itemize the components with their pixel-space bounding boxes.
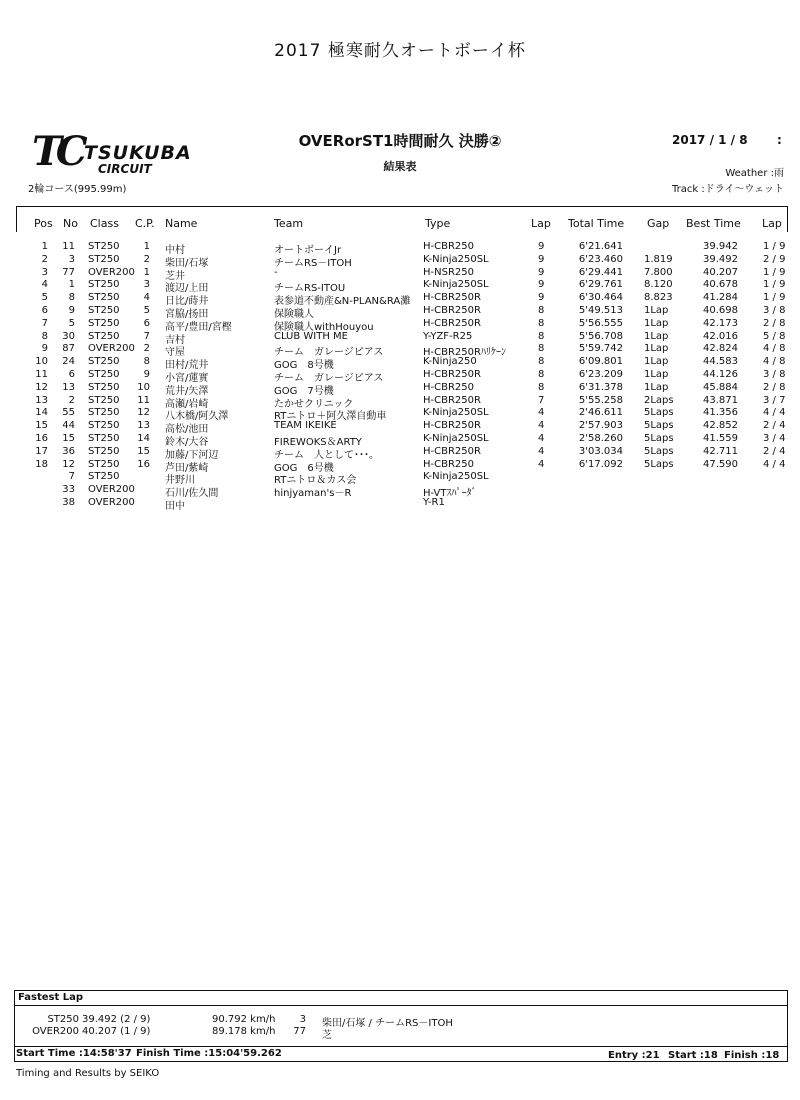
table-row — [0, 369, 800, 384]
cell-total-time: 2'46.611 — [578, 407, 623, 419]
header-best-lap: Lap — [762, 217, 782, 230]
cell-class: OVER200 — [88, 343, 135, 355]
cell-gap: 8.120 — [644, 279, 673, 291]
cell-type: H-CBR250 — [423, 458, 475, 470]
cell-cp: 3 — [143, 279, 150, 291]
cell-total-time: 5'55.258 — [578, 394, 623, 406]
cell-name: 荒井/矢澤 — [165, 385, 209, 397]
start-time: Start Time :14:58'37 — [16, 1048, 132, 1059]
cell-pos: 3 — [41, 266, 48, 278]
cell-class: ST250 — [88, 369, 120, 380]
cell-total-time: 6'29.441 — [578, 266, 623, 278]
cell-type: H-CBR250R — [423, 292, 481, 304]
cell-total-time: 6'23.209 — [578, 369, 623, 380]
cell-best-lap: 2 / 4 — [763, 445, 786, 457]
cell-best-time: 40.678 — [703, 279, 738, 291]
fastest-lap-class: OVER200 — [32, 1026, 79, 1037]
cell-pos: 7 — [41, 317, 48, 329]
cell-no: 7 — [68, 471, 75, 483]
cell-best-lap: 4 / 8 — [763, 356, 786, 368]
cell-type: K-Ninja250 — [423, 356, 477, 368]
cell-gap: 1Lap — [644, 330, 669, 342]
cell-no: 77 — [62, 266, 75, 278]
cell-team: チーム ガレージピアス — [274, 373, 384, 384]
cell-lap: 4 — [538, 420, 545, 432]
cell-name: 井野川 — [165, 475, 195, 487]
cell-total-time: 5'49.513 — [578, 305, 623, 316]
cell-no: 15 — [62, 433, 75, 444]
cell-cp: 5 — [143, 305, 150, 316]
cell-pos: 16 — [35, 433, 48, 444]
race-subtitle: 結果表 — [383, 160, 417, 173]
cell-name: 石川/佐久間 — [165, 488, 219, 500]
cell-pos: 6 — [41, 305, 48, 316]
cell-no: 2 — [68, 394, 75, 406]
cell-name: 高瀬/岩崎 — [165, 398, 209, 410]
cell-gap: 1Lap — [644, 317, 669, 329]
cell-class: ST250 — [88, 317, 120, 329]
fastest-lap-title: Fastest Lap — [18, 992, 83, 1003]
cell-lap: 9 — [538, 292, 545, 304]
cell-no: 5 — [68, 317, 75, 329]
cell-name: 鈴木/大谷 — [165, 437, 209, 448]
table-row — [0, 305, 800, 320]
cell-lap: 9 — [538, 279, 545, 291]
cell-best-time: 42.711 — [703, 445, 738, 457]
cell-no: 11 — [62, 241, 75, 252]
cell-lap: 4 — [538, 458, 545, 470]
cell-total-time: 6'31.378 — [578, 381, 623, 393]
finish-time: Finish Time :15:04'59.262 — [136, 1048, 282, 1059]
fastest-lap-class: ST250 — [47, 1014, 79, 1025]
cell-lap: 8 — [538, 317, 545, 329]
cell-name: 高平/豊田/宮樫 — [165, 321, 232, 333]
cell-name: 日比/蒔井 — [165, 296, 209, 308]
cell-no: 12 — [62, 458, 75, 470]
cell-best-lap: 4 / 8 — [763, 343, 786, 355]
cell-lap: 8 — [538, 369, 545, 380]
cell-type: K-Ninja250SL — [423, 253, 489, 265]
header-gap: Gap — [647, 217, 670, 230]
cell-class: ST250 — [88, 330, 120, 342]
cell-total-time: 6'21.641 — [578, 241, 623, 252]
table-row — [0, 497, 800, 512]
cell-gap: 1Lap — [644, 381, 669, 393]
cell-lap: 8 — [538, 305, 545, 316]
cell-best-time: 47.590 — [703, 458, 738, 470]
cell-type: H-CBR250R — [423, 445, 481, 457]
cell-lap: 9 — [538, 253, 545, 265]
cell-gap: 5Laps — [644, 407, 674, 419]
cell-gap: 5Laps — [644, 445, 674, 457]
table-row — [0, 445, 800, 461]
cell-pos: 13 — [35, 394, 48, 406]
cell-class: ST250 — [88, 471, 120, 483]
fastest-lap-speed: 89.178 km/h — [212, 1026, 276, 1037]
cell-cp: 2 — [143, 343, 150, 355]
cell-team: RTニトロ＆カス会 — [274, 475, 357, 487]
cell-best-time: 39.492 — [703, 253, 738, 265]
cell-pos: 9 — [41, 343, 48, 355]
cell-lap: 8 — [538, 381, 545, 393]
cell-lap: 4 — [538, 407, 545, 419]
cell-pos: 8 — [41, 330, 48, 342]
header-pos: Pos — [34, 217, 53, 230]
cell-type: K-Ninja250SL — [423, 279, 489, 291]
cell-best-lap: 4 / 4 — [763, 458, 786, 470]
cell-team: 表参道不動産&N-PLAN&RA灘 — [274, 296, 411, 308]
cell-gap: 1.819 — [644, 253, 673, 265]
cell-cp: 10 — [137, 381, 150, 393]
cell-no: 3 — [68, 253, 75, 265]
table-row — [0, 343, 800, 359]
cell-best-time: 44.126 — [703, 369, 738, 380]
cell-best-lap: 2 / 9 — [763, 253, 786, 265]
cell-lap: 4 — [538, 433, 545, 444]
cell-lap: 8 — [538, 343, 545, 355]
cell-cp: 7 — [143, 330, 150, 342]
cell-class: OVER200 — [88, 497, 135, 508]
cell-type: H-CBR250 — [423, 381, 475, 393]
weather-label: Weather :雨 — [725, 168, 784, 179]
cell-no: 30 — [62, 330, 75, 342]
cell-no: 1 — [68, 279, 75, 291]
cell-cp: 9 — [143, 369, 150, 380]
cell-total-time: 6'23.460 — [578, 253, 623, 265]
cell-class: ST250 — [88, 381, 120, 393]
finish-count: Finish :18 — [724, 1050, 780, 1061]
logo-mark: TC — [32, 128, 82, 175]
cell-name: 中村 — [165, 245, 185, 256]
table-row — [0, 381, 800, 397]
cell-pos: 5 — [41, 292, 48, 304]
cell-best-time: 42.824 — [703, 343, 738, 355]
cell-pos: 11 — [35, 369, 48, 380]
table-row — [0, 241, 800, 256]
cell-type: H-CBR250R — [423, 305, 481, 316]
table-row — [0, 407, 800, 423]
table-row — [0, 420, 800, 436]
cell-no: 33 — [62, 484, 75, 496]
fastest-lap-speed: 90.792 km/h — [212, 1014, 276, 1025]
table-row — [0, 458, 800, 474]
cell-best-time: 44.583 — [703, 356, 738, 368]
table-row — [0, 356, 800, 372]
cell-best-lap: 3 / 8 — [763, 305, 786, 316]
cell-best-time: 42.852 — [703, 420, 738, 432]
header-type: Type — [425, 217, 451, 230]
cell-best-time: 45.884 — [703, 381, 738, 393]
cell-best-time: 41.356 — [703, 407, 738, 419]
tsukuba-circuit-logo — [26, 128, 206, 178]
table-row — [0, 266, 800, 282]
header-no: No — [63, 217, 78, 230]
header-cp: C.P. — [135, 217, 155, 230]
fastest-lap-rider: 柴田/石塚 / チームRS－ITOH — [322, 1018, 453, 1029]
table-row — [0, 471, 800, 487]
cell-type: H-CBR250Rﾊﾘｹｰﾝ — [423, 347, 506, 359]
cell-lap: 8 — [538, 330, 545, 342]
cell-gap: 5Laps — [644, 420, 674, 432]
cell-class: ST250 — [88, 253, 120, 265]
cell-name: 八木橋/阿久澤 — [165, 411, 229, 423]
cell-type: K-Ninja250SL — [423, 407, 489, 419]
cell-class: ST250 — [88, 420, 120, 432]
cell-gap: 7.800 — [644, 266, 673, 278]
cell-team: 保険職人 — [274, 309, 314, 320]
cell-type: H-CBR250R — [423, 317, 481, 329]
cell-no: 55 — [62, 407, 75, 419]
cell-cp: 4 — [143, 292, 150, 304]
cell-best-time: 40.698 — [703, 305, 738, 316]
cell-class: ST250 — [88, 305, 120, 316]
cell-name: 加藤/下河辺 — [165, 449, 219, 461]
cell-class: ST250 — [88, 433, 120, 444]
cell-best-lap: 1 / 9 — [763, 292, 786, 304]
cell-total-time: 2'57.903 — [578, 420, 623, 432]
cell-type: H-CBR250R — [423, 420, 481, 432]
cell-class: ST250 — [88, 356, 120, 368]
cell-best-lap: 2 / 8 — [763, 381, 786, 393]
cell-gap: 1Lap — [644, 305, 669, 316]
entry-count: Entry :21 — [608, 1050, 660, 1061]
cell-class: ST250 — [88, 394, 120, 406]
cell-name: 田村/荒井 — [165, 360, 209, 372]
cell-pos: 18 — [35, 458, 48, 470]
cell-best-lap: 2 / 4 — [763, 420, 786, 432]
cell-best-lap: 3 / 7 — [763, 394, 786, 406]
cell-type: Y-YZF-R25 — [423, 330, 473, 342]
cell-team: GOG 8号機 — [274, 360, 334, 372]
cell-total-time: 5'56.555 — [578, 317, 623, 329]
cell-best-time: 42.173 — [703, 317, 738, 329]
cell-cp: 13 — [137, 420, 150, 432]
cell-class: OVER200 — [88, 484, 135, 496]
cell-pos: 2 — [41, 253, 48, 265]
cell-team: CLUB WITH ME — [274, 330, 349, 342]
table-row — [0, 394, 800, 410]
cell-lap: 7 — [538, 394, 545, 406]
cell-best-time: 43.871 — [703, 394, 738, 406]
cell-team: たかせクリニック — [274, 398, 354, 410]
cell-team: GOG 6号機 — [274, 462, 334, 474]
cell-lap: 9 — [538, 241, 545, 252]
cell-team: GOG 7号機 — [274, 385, 334, 397]
cell-pos: 1 — [41, 241, 48, 252]
cell-cp: 12 — [137, 407, 150, 419]
cell-type: H-CBR250R — [423, 394, 481, 406]
cell-pos: 12 — [35, 381, 48, 393]
cell-best-time: 39.942 — [703, 241, 738, 252]
cell-best-lap: 3 / 8 — [763, 369, 786, 380]
cell-team: hinjyaman's－R — [274, 488, 352, 500]
cell-name: 宮脇/扬田 — [165, 309, 209, 320]
header-lap: Lap — [531, 217, 551, 230]
cell-name: 守屋 — [165, 347, 185, 359]
cell-class: ST250 — [88, 292, 120, 304]
cell-best-lap: 4 / 4 — [763, 407, 786, 419]
header-best-time: Best Time — [686, 217, 741, 230]
cell-cp: 1 — [143, 241, 150, 252]
cell-type: H-CBR250R — [423, 369, 481, 380]
cell-class: ST250 — [88, 407, 120, 419]
table-row — [0, 433, 800, 448]
cell-best-lap: 1 / 9 — [763, 279, 786, 291]
table-row — [0, 279, 800, 295]
cell-name: 渡辺/上田 — [165, 283, 209, 295]
cell-best-time: 42.016 — [703, 330, 738, 342]
cell-gap: 1Lap — [644, 343, 669, 355]
cell-type: H-NSR250 — [423, 266, 474, 278]
fastest-lap-time: 39.492 (2 / 9) — [82, 1014, 151, 1025]
cell-class: ST250 — [88, 241, 120, 252]
cell-no: 8 — [68, 292, 75, 304]
cell-pos: 4 — [41, 279, 48, 291]
cell-total-time: 5'59.742 — [578, 343, 623, 355]
fastest-lap-no: 3 — [299, 1014, 306, 1025]
cell-name: 芦田/紫崎 — [165, 462, 209, 474]
cell-name: 柴田/石塚 — [165, 257, 209, 269]
cell-cp: 11 — [137, 394, 150, 406]
table-row — [0, 292, 800, 308]
cell-type: K-Ninja250SL — [423, 471, 489, 483]
table-row — [0, 484, 800, 500]
cell-team: チームRS-ITOU — [274, 283, 346, 295]
cell-no: 24 — [62, 356, 75, 368]
cell-best-lap: 1 / 9 — [763, 241, 786, 252]
cell-pos: 17 — [35, 445, 48, 457]
header-name: Name — [165, 217, 198, 230]
cell-total-time: 6'09.801 — [578, 356, 623, 368]
cell-class: ST250 — [88, 445, 120, 457]
cell-lap: 4 — [538, 445, 545, 457]
cell-team: FIREWOKS＆ARTY — [274, 437, 362, 448]
cell-no: 9 — [68, 305, 75, 316]
cell-cp: 16 — [137, 458, 150, 470]
cell-best-time: 41.284 — [703, 292, 738, 304]
cell-gap: 5Laps — [644, 433, 674, 444]
cell-gap: 5Laps — [644, 458, 674, 470]
cell-name: 吉村 — [165, 334, 185, 346]
cell-pos: 14 — [35, 407, 48, 419]
cell-total-time: 5'56.708 — [578, 330, 623, 342]
table-row — [0, 317, 800, 333]
table-row — [0, 253, 800, 269]
cell-type: H-CBR250 — [423, 241, 475, 252]
cell-no: 13 — [62, 381, 75, 393]
cell-total-time: 6'29.761 — [578, 279, 623, 291]
cell-no: 6 — [68, 369, 75, 380]
cell-total-time: 6'17.092 — [578, 458, 623, 470]
cell-no: 44 — [62, 420, 75, 432]
cell-team: チーム 人として･･･。 — [274, 449, 379, 461]
cell-gap: 2Laps — [644, 394, 674, 406]
race-time: : — [777, 133, 782, 147]
divider — [14, 1046, 788, 1047]
cell-total-time: 3'03.034 — [578, 445, 623, 457]
cell-pos: 10 — [35, 356, 48, 368]
cell-team: 保険職人withHouyou — [274, 321, 374, 333]
cell-lap: 9 — [538, 266, 545, 278]
divider — [14, 1005, 788, 1006]
cell-cp: 15 — [137, 445, 150, 457]
header-class: Class — [90, 217, 119, 230]
cell-type: K-Ninja250SL — [423, 433, 489, 444]
cell-class: ST250 — [88, 458, 120, 470]
cell-best-time: 40.207 — [703, 266, 738, 278]
cell-gap: 1Lap — [644, 356, 669, 368]
timing-credit: Timing and Results by SEIKO — [16, 1068, 160, 1079]
cell-pos: 15 — [35, 420, 48, 432]
cell-class: OVER200 — [88, 266, 135, 278]
header-team: Team — [274, 217, 304, 230]
cell-name: 高松/池田 — [165, 424, 209, 436]
cell-team: オートボーイJr — [274, 245, 342, 256]
cell-best-lap: 5 / 8 — [763, 330, 786, 342]
cell-type: H-VTｽﾊﾟｰﾀﾞ — [423, 488, 477, 500]
cell-team: RTニトロ＋阿久澤自動車 — [274, 411, 387, 423]
logo-word-tsukuba: TSUKUBA — [84, 142, 192, 164]
cell-cp: 2 — [143, 253, 150, 265]
cell-total-time: 2'58.260 — [578, 433, 623, 444]
race-title: OVERorST1時間耐久 決勝② — [298, 132, 502, 150]
event-title: 2017 極寒耐久オートボーイ杯 — [274, 41, 526, 61]
cell-no: 87 — [62, 343, 75, 355]
cell-name: 田中 — [165, 501, 185, 512]
cell-cp: 14 — [137, 433, 150, 444]
cell-class: ST250 — [88, 279, 120, 291]
cell-cp: 1 — [143, 266, 150, 278]
cell-gap: 8.823 — [644, 292, 673, 304]
header-total-time: Total Time — [568, 217, 625, 230]
cell-total-time: 6'30.464 — [578, 292, 623, 304]
cell-team: - — [274, 266, 278, 278]
cell-best-time: 41.559 — [703, 433, 738, 444]
cell-team: TEAM IKEIKE — [274, 420, 337, 432]
table-row — [0, 330, 800, 346]
cell-cp: 6 — [143, 317, 150, 329]
course-label: 2輪コース(995.99m) — [28, 184, 127, 195]
cell-team: チームRS－ITOH — [274, 257, 352, 269]
cell-team: チーム ガレージピアス — [274, 347, 384, 359]
results-table-header-box — [16, 206, 788, 232]
start-count: Start :18 — [668, 1050, 718, 1061]
cell-lap: 8 — [538, 356, 545, 368]
cell-best-lap: 1 / 9 — [763, 266, 786, 278]
logo-word-circuit: CIRCUIT — [98, 162, 152, 176]
cell-name: 芝井 — [165, 270, 185, 282]
track-label: Track :ドライ～ウェット — [671, 184, 784, 195]
cell-best-lap: 2 / 8 — [763, 317, 786, 329]
fastest-lap-rider: 芝 — [322, 1030, 332, 1041]
fastest-lap-no: 77 — [293, 1026, 306, 1037]
race-date: 2017 / 1 / 8 — [672, 133, 748, 147]
cell-gap: 1Lap — [644, 369, 669, 380]
cell-no: 38 — [62, 497, 75, 508]
cell-no: 36 — [62, 445, 75, 457]
cell-name: 小宮/蓮實 — [165, 373, 209, 384]
cell-cp: 8 — [143, 356, 150, 368]
cell-best-lap: 3 / 4 — [763, 433, 786, 444]
cell-type: Y-R1 — [423, 497, 445, 508]
fastest-lap-time: 40.207 (1 / 9) — [82, 1026, 151, 1037]
